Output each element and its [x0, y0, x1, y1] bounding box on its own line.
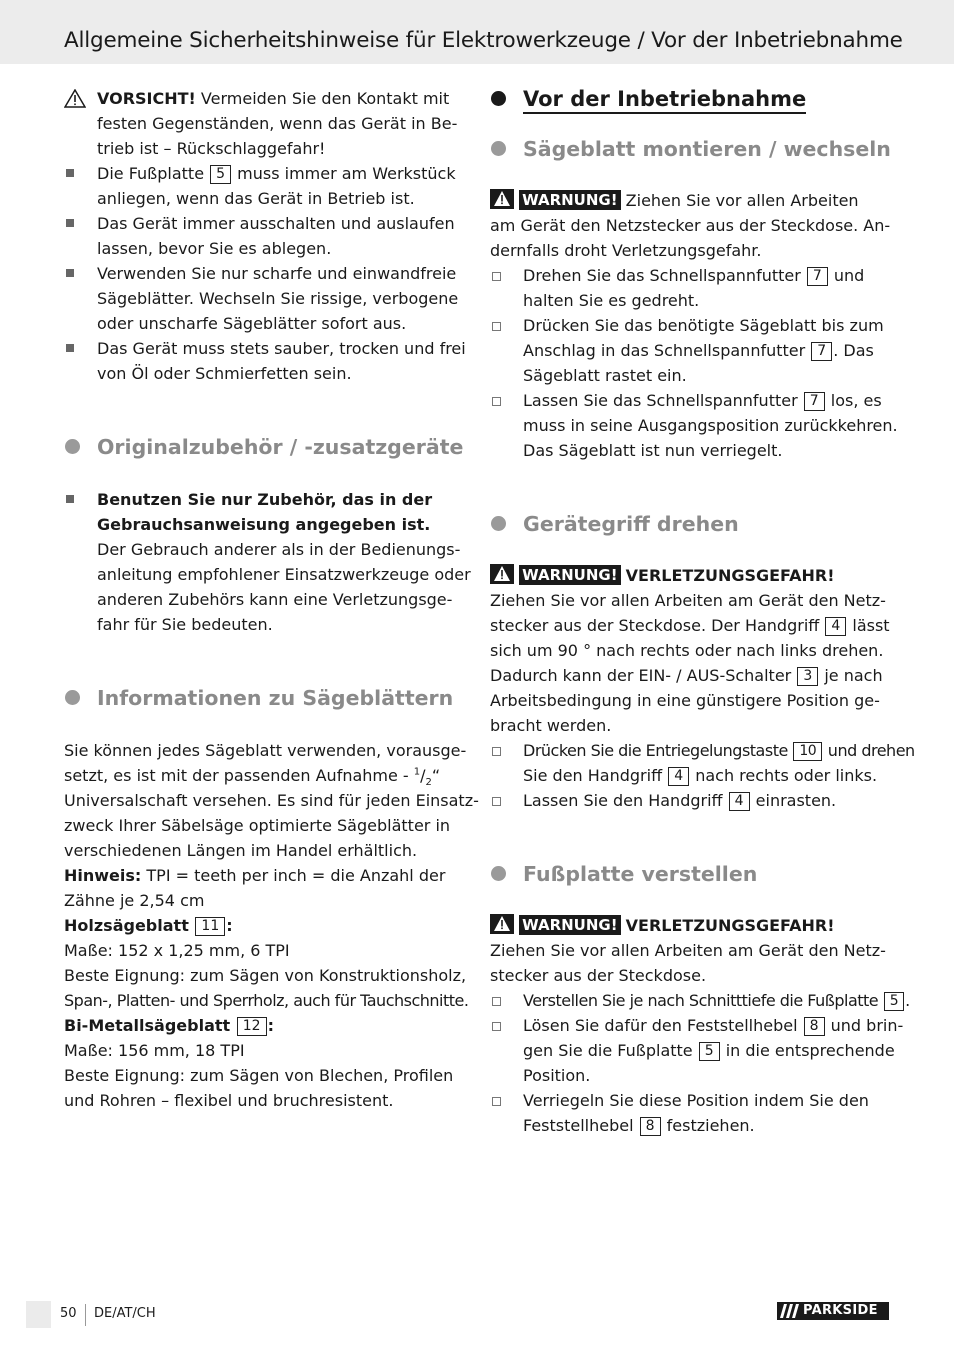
list-item	[64, 211, 464, 261]
step-item	[490, 388, 898, 463]
bullet-dot-icon	[491, 91, 506, 106]
step-box-icon	[492, 272, 501, 281]
section-heading	[64, 685, 464, 711]
paragraph-text: TPI = teeth per inch = die Anzahl der	[141, 866, 446, 885]
paragraph-text: Beste Eignung: zum Sägen von Blechen, Profilen	[64, 1066, 454, 1085]
warning-text: am Gerät den Netzstecker aus der Steckdose. An-	[490, 216, 891, 235]
step-text: festziehen.	[661, 1116, 755, 1135]
vorsicht-text: festen Gegenständen, wenn das Gerät in Be-	[97, 114, 458, 133]
list-item-text: Gebrauchsanweisung angegeben ist.	[97, 515, 431, 534]
brand-logo	[777, 1302, 889, 1320]
bullet-square-icon	[66, 344, 74, 352]
section-heading-text: Informationen zu Sägeblättern	[97, 686, 454, 710]
part-reference: 4	[825, 617, 846, 636]
warning-text: dernfalls droht Verletzungsgefahr.	[490, 241, 762, 260]
step-text: in die entsprechende	[720, 1041, 895, 1060]
list-item-text: lassen, bevor Sie es ablegen.	[97, 239, 332, 258]
list-item	[64, 261, 464, 336]
step-text: und drehen	[823, 741, 915, 760]
step-box-icon	[492, 1022, 501, 1031]
brand-name: PARKSIDE	[803, 1303, 878, 1318]
left-column	[64, 86, 479, 1113]
step-text: einrasten.	[750, 791, 837, 810]
list-item-text: Verwenden Sie nur scharfe und einwandfreie	[97, 264, 457, 283]
region-code: DE/AT/CH	[94, 1306, 156, 1321]
list-item-text: Sägeblätter. Wechseln Sie rissige, verbogene	[97, 289, 459, 308]
fraction-denominator: 2	[425, 777, 432, 789]
vorsicht-text: Vermeiden Sie den Kontakt mit	[195, 89, 450, 108]
part-reference: 8	[804, 1017, 825, 1036]
paragraph-text: Dadurch kann der EIN- / AUS-Schalter	[490, 666, 797, 685]
paragraph-text: Ziehen Sie vor allen Arbeiten am Gerät den Netz-	[490, 941, 886, 960]
bullet-square-icon	[66, 269, 74, 277]
part-reference: 5	[210, 165, 231, 184]
paragraph-text: Ziehen Sie vor allen Arbeiten am Gerät den Netz-	[490, 591, 886, 610]
bullet-dot-icon	[65, 439, 80, 454]
page-number: 50	[60, 1306, 77, 1321]
paragraph-text: Span-, Platten- und Sperrholz, auch für Tauchschnitte.	[64, 991, 469, 1010]
main-heading-text: Vor der Inbetriebnahme	[523, 87, 806, 114]
warning-block	[490, 913, 890, 988]
step-text: und brin-	[825, 1016, 904, 1035]
bi-colon: :	[267, 1016, 274, 1035]
step-text: Drücken Sie das benötigte Sägeblatt bis zum	[523, 316, 884, 335]
list-item	[64, 161, 464, 211]
footer-marker	[26, 1301, 51, 1328]
main-heading	[490, 86, 890, 112]
warning-label: WARNUNG!	[519, 915, 620, 935]
list-item-text: anderen Zubehörs kann eine Verletzungsge-	[97, 590, 453, 609]
list-item-text: oder unscharfe Sägeblätter sofort aus.	[97, 314, 407, 333]
step-item	[490, 1088, 890, 1138]
section-heading-text: Sägeblatt montieren / wechseln	[523, 137, 891, 161]
part-reference: 12	[237, 1017, 267, 1036]
page-title: Allgemeine Sicherheitshinweise für Elektrowerkzeuge / Vor der Inbetriebnahme	[64, 28, 903, 53]
step-text: Sie den Handgriff	[523, 766, 668, 785]
vorsicht-notice	[64, 86, 464, 161]
part-reference: 3	[797, 667, 818, 686]
step-text: Das Sägeblatt ist nun verriegelt.	[523, 441, 783, 460]
list-item-text: Das Gerät immer ausschalten und auslaufen	[97, 214, 455, 233]
bullet-dot-icon	[65, 690, 80, 705]
step-box-icon	[492, 397, 501, 406]
section-heading-text: Gerätegriff drehen	[523, 512, 739, 536]
danger-label: VERLETZUNGSGEFAHR!	[625, 566, 835, 585]
paragraph-text: Beste Eignung: zum Sägen von Konstruktionsholz,	[64, 966, 467, 985]
warning-triangle-icon	[490, 189, 514, 209]
paragraph-text: stecker aus der Steckdose. Der Handgriff	[490, 616, 825, 635]
section-heading	[490, 136, 890, 162]
list-item	[64, 487, 471, 637]
section-heading	[64, 434, 464, 460]
paragraph-text: lässt	[847, 616, 890, 635]
list-item-text: Der Gebrauch anderer als in der Bedienungs-	[97, 540, 461, 559]
warning-label: WARNUNG!	[519, 190, 620, 210]
step-item	[490, 788, 890, 813]
paragraph-text: je nach	[819, 666, 883, 685]
paragraph-text: “	[431, 766, 441, 785]
step-text: Lassen Sie den Handgriff	[523, 791, 728, 810]
step-text: muss in seine Ausgangsposition zurückkehren.	[523, 416, 898, 435]
list-item-text: anleitung empfohlener Einsatzwerkzeuge oder	[97, 565, 471, 584]
part-reference: 5	[699, 1042, 720, 1061]
list-item-text: von Öl oder Schmierfetten sein.	[97, 364, 352, 383]
part-reference: 8	[640, 1117, 661, 1136]
footer-divider	[85, 1304, 86, 1326]
warning-label: WARNUNG!	[519, 565, 620, 585]
bullet-dot-icon	[491, 866, 506, 881]
step-text: .	[905, 991, 910, 1010]
paragraph-text	[64, 763, 464, 788]
step-text: Anschlag in das Schnellspannfutter	[523, 341, 811, 360]
paragraph-text: zweck Ihrer Säbelsäge optimierte Sägeblätter in	[64, 816, 451, 835]
list-item-text: Das Gerät muss stets sauber, trocken und frei	[97, 339, 466, 358]
step-text: nach rechts oder links.	[690, 766, 878, 785]
paragraph-text: stecker aus der Steckdose.	[490, 966, 707, 985]
fraction-slash: /	[420, 766, 426, 785]
step-item	[490, 313, 890, 388]
step-item	[490, 738, 915, 788]
step-item	[490, 988, 910, 1013]
step-box-icon	[492, 997, 501, 1006]
paragraph-text: Maße: 152 x 1,25 mm, 6 TPI	[64, 941, 290, 960]
step-text: Verriegeln Sie diese Position indem Sie den	[523, 1091, 869, 1110]
paragraph-text: verschiedenen Längen im Handel erhältlich.	[64, 841, 418, 860]
step-box-icon	[492, 797, 501, 806]
bi-label: Bi-Metallsägeblatt	[64, 1016, 236, 1035]
part-reference: 4	[668, 767, 689, 786]
step-text: Drehen Sie das Schnellspannfutter	[523, 266, 806, 285]
vorsicht-label: VORSICHT!	[97, 89, 196, 108]
step-box-icon	[492, 747, 501, 756]
step-item	[490, 1013, 904, 1088]
section-heading-text: Fußplatte verstellen	[523, 862, 758, 886]
step-text: halten Sie es gedreht.	[523, 291, 700, 310]
section-heading	[490, 511, 890, 537]
list-item	[64, 336, 464, 386]
bullet-dot-icon	[491, 516, 506, 531]
step-text: Drücken Sie die Entriegelungstaste	[523, 741, 793, 760]
section-heading-text: Originalzubehör / -zusatzgeräte	[97, 435, 464, 459]
bullet-square-icon	[66, 219, 74, 227]
part-reference: 11	[195, 917, 225, 936]
holz-colon: :	[226, 916, 233, 935]
step-box-icon	[492, 1097, 501, 1106]
list-item-text: Die Fußplatte	[97, 164, 210, 183]
part-reference: 7	[804, 392, 825, 411]
step-text: Position.	[523, 1066, 591, 1085]
list-item-text: anliegen, wenn das Gerät in Betrieb ist.	[97, 189, 415, 208]
paragraph-text: Maße: 156 mm, 18 TPI	[64, 1041, 245, 1060]
holz-label: Holzsägeblatt	[64, 916, 195, 935]
bullet-dot-icon	[491, 141, 506, 156]
section-heading	[490, 861, 890, 887]
step-text: Lösen Sie dafür den Feststellhebel	[523, 1016, 803, 1035]
vorsicht-text: trieb ist – Rückschlaggefahr!	[97, 139, 326, 158]
saegeblatt-info	[64, 738, 479, 1113]
step-text: . Das	[833, 341, 874, 360]
step-text: Feststellhebel	[523, 1116, 639, 1135]
fraction-numerator: 1	[413, 766, 421, 778]
hinweis-label: Hinweis:	[64, 866, 142, 885]
step-text: los, es	[825, 391, 882, 410]
right-column	[490, 86, 915, 1138]
paragraph-text: setzt, es ist mit der passenden Aufnahme -	[64, 766, 414, 785]
part-reference: 4	[729, 792, 750, 811]
step-text: Lassen Sie das Schnellspannfutter	[523, 391, 803, 410]
warning-triangle-icon	[490, 564, 514, 584]
warning-text: Ziehen Sie vor allen Arbeiten	[620, 191, 859, 210]
part-reference: 7	[807, 267, 828, 286]
paragraph-text: und Rohren – flexibel und bruchresistent.	[64, 1091, 394, 1110]
paragraph-text: bracht werden.	[490, 716, 612, 735]
paragraph-text: Universalschaft versehen. Es sind für jeden Einsatz-	[64, 791, 479, 810]
part-reference: 7	[811, 342, 832, 361]
part-reference: 10	[793, 742, 822, 761]
step-text: und	[828, 266, 865, 285]
logo-stripes-icon	[780, 1304, 800, 1318]
danger-label: VERLETZUNGSGEFAHR!	[625, 916, 835, 935]
bullet-square-icon	[66, 169, 74, 177]
bullet-square-icon	[66, 495, 74, 503]
step-item	[490, 263, 890, 313]
warning-triangle-icon	[64, 89, 86, 108]
step-text: Sägeblatt rastet ein.	[523, 366, 687, 385]
page-header	[0, 0, 954, 64]
list-item-text: fahr für Sie bedeuten.	[97, 615, 273, 634]
step-text: Verstellen Sie je nach Schnitttiefe die Fußplatte	[523, 991, 883, 1010]
paragraph-text: sich um 90 ° nach rechts oder nach links drehen.	[490, 641, 884, 660]
part-reference: 5	[884, 992, 904, 1011]
warning-triangle-icon	[490, 914, 514, 934]
warning-block	[490, 188, 890, 263]
warning-block	[490, 563, 890, 738]
paragraph-text: Sie können jedes Sägeblatt verwenden, vorausge-	[64, 741, 467, 760]
step-box-icon	[492, 322, 501, 331]
list-item-text: muss immer am Werkstück	[232, 164, 456, 183]
paragraph-text: Arbeitsbedingung in eine günstigere Position ge-	[490, 691, 880, 710]
step-text: gen Sie die Fußplatte	[523, 1041, 698, 1060]
paragraph-text: Zähne je 2,54 cm	[64, 891, 205, 910]
list-item-text: Benutzen Sie nur Zubehör, das in der	[97, 490, 433, 509]
